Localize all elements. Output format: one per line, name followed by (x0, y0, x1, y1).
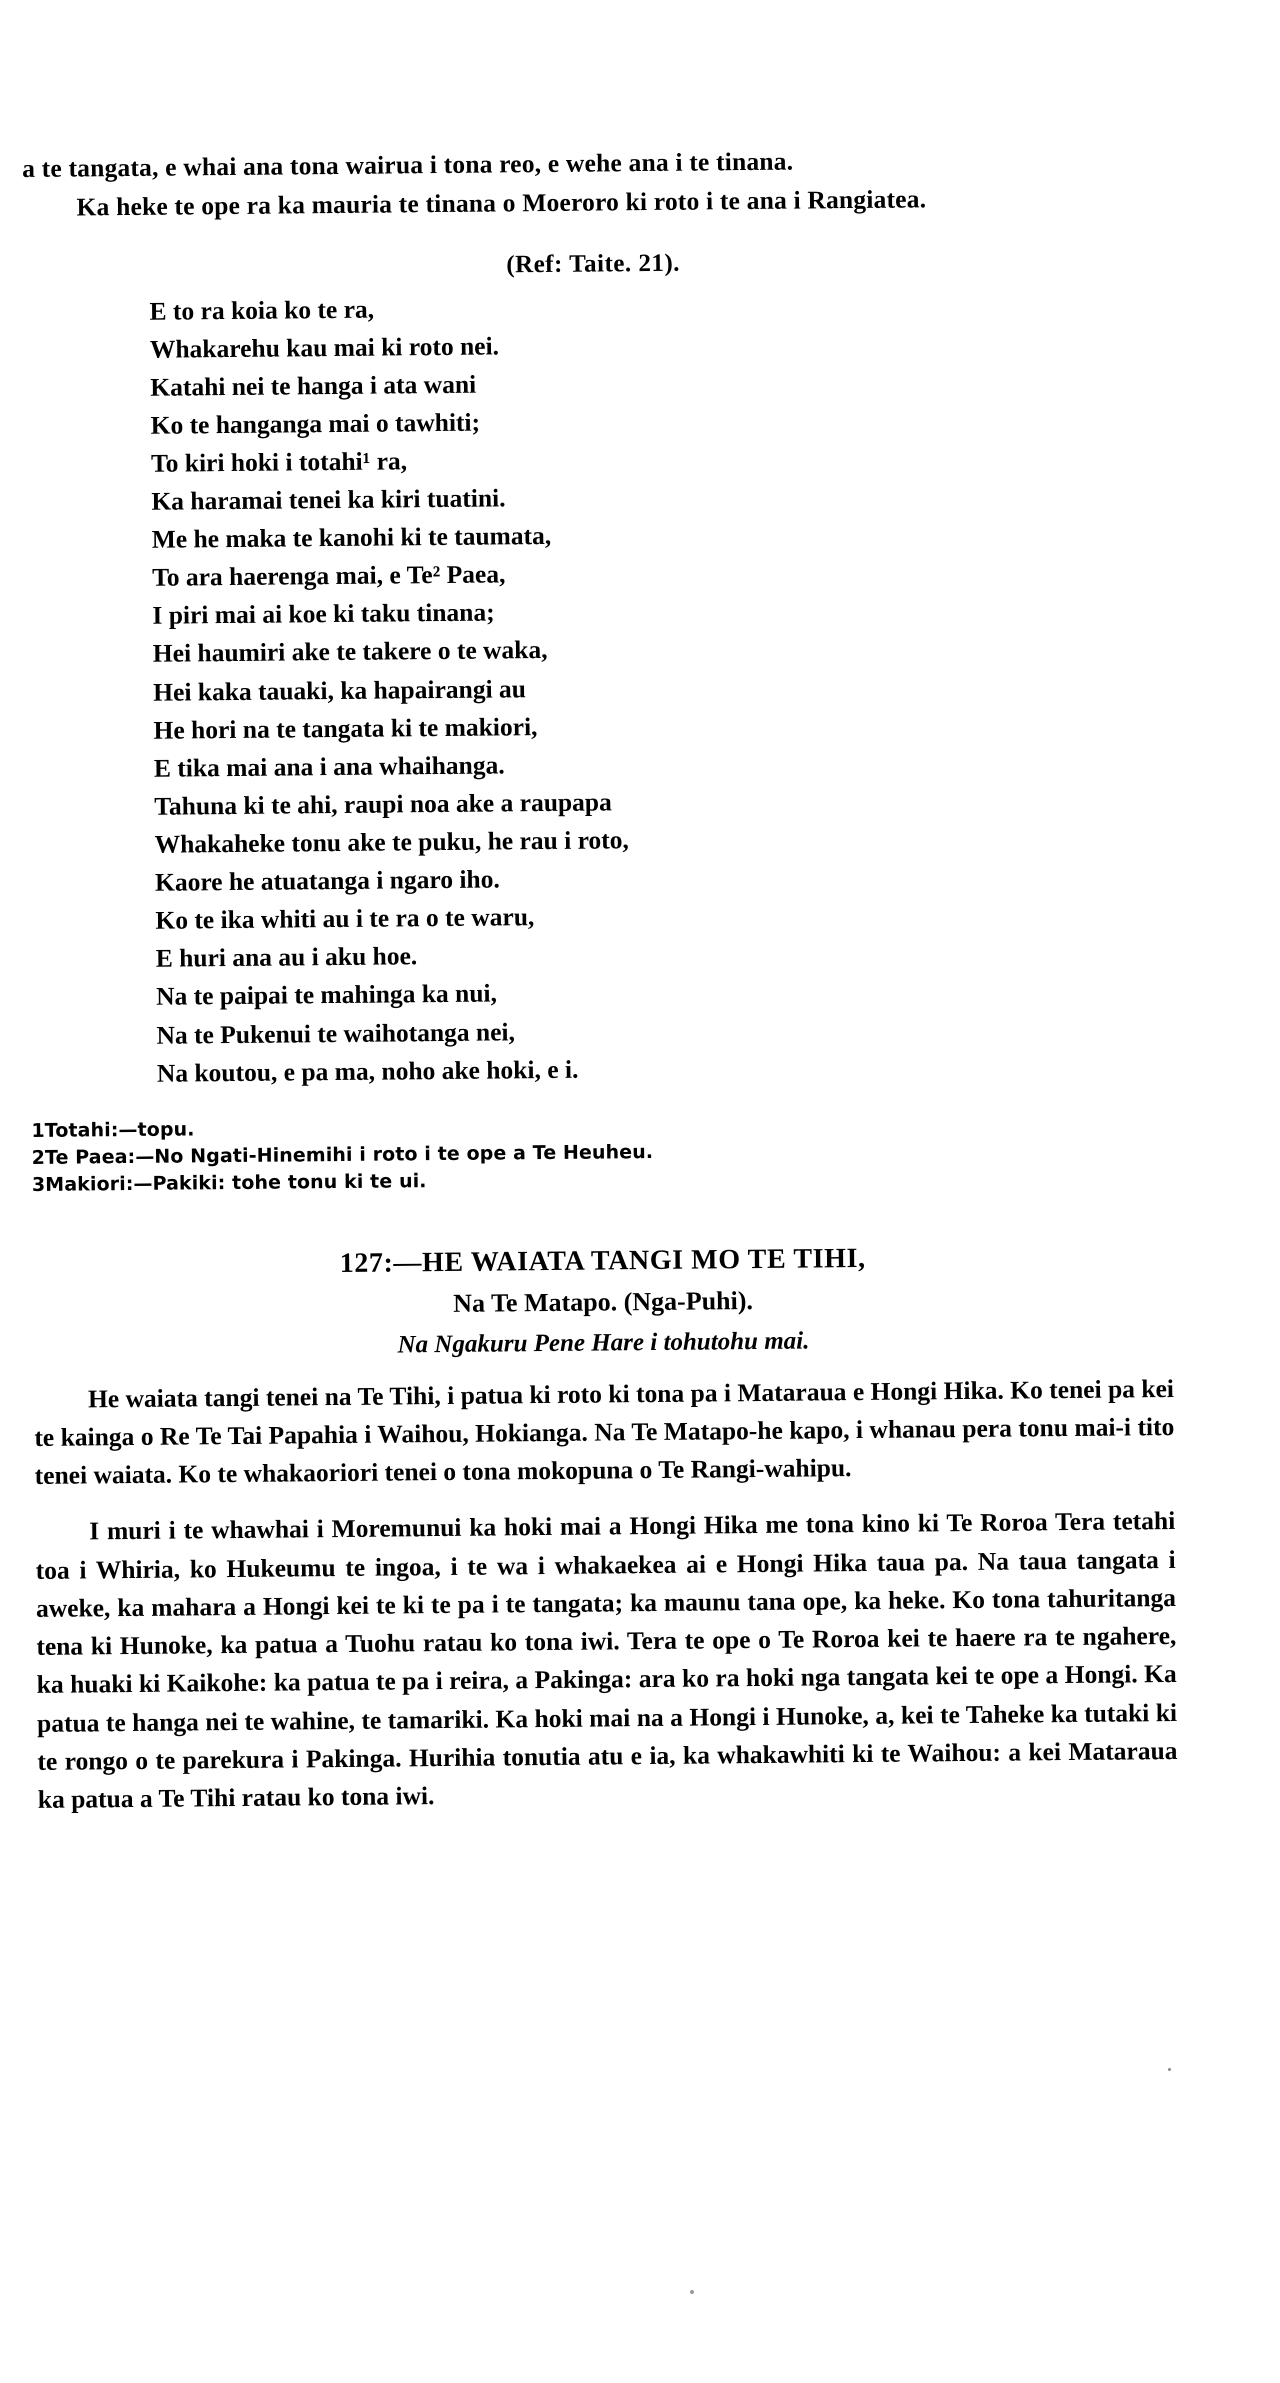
song-subtitle: Na Te Matapo. (Nga-Puhi). (453, 1285, 754, 1318)
intro-paragraph-2: Ka heke te ope ra ka mauria te tinana o Moeroro ki roto i te ana i Rangiatea. (76, 184, 927, 222)
intro-paragraph-1: a te tangata, e whai ana tona wairua i tona reo, e wehe ana i te tinana. (22, 146, 794, 183)
verse-line: Hei haumiri ake te takere o te waka, (152, 635, 548, 669)
verse-line: To ara haerenga mai, e Te² Paea, (151, 559, 506, 593)
verse-line: Whakaheke tonu ake te puku, he rau i roto, (154, 825, 629, 859)
footnote-item: 1Totahi:—topu. (31, 1118, 195, 1142)
verse-line: Hei kaka tauaki, ka hapairangi au (153, 673, 527, 707)
verse-line: Ko te ika whiti au i te ra o te waru, (155, 902, 535, 936)
footnotes (31, 1107, 1172, 1199)
footnote-item: 3Makiori:—Pakiki: tohe tonu ki te ui. (31, 1169, 427, 1196)
verse-line: E tika mai ana i ana whaihanga. (153, 750, 505, 783)
verse-line: Na te Pukenui te waihotanga nei, (156, 1016, 516, 1050)
song-paragraph-2: I muri i te whawhai i Moremunui ka hoki mai a Hongi Hika me tona kino ki Te Roroa Tera tetahi toa i Whiria, ko Hukeumu te ingoa, i te wa i whakaekea ai e Hongi Hika taua pa. Na taua tangata i aweke, ka mahara a Hongi kei te ki te pa i te tangata; ka maunu tana ope, ka heke. Ko tona tahuritanga tena ki Hunoke, ka patua a Tuohu ratau ko tona iwi. Tera te ope o Te Roroa kei te haere ra te ngahere, ka huaki ki Kaikohe: ka patua te pa i reira, a Pakinga: ara ko ra hoki nga tangata kei te ope a Hongi. Ka patua te hanga nei te wahine, te tamariki. Ka hoki mai na a Hongi i Hunoke, a, kei te Taheke ka tutaki ki te rongo o te parekura i Pakinga. Hurihia tonutia atu e ia, ka whakawhiti ki te Waihou: a kei Mataraua ka patua a Te Tihi ratau ko tona iwi. (35, 1506, 1178, 1815)
verse-line: Na te paipai te mahinga ka nui, (155, 978, 498, 1012)
waiata-verse (149, 283, 1171, 1093)
scan-speck (1168, 2068, 1171, 2071)
footnote-item: 2Te Paea:—No Ngati-Hinemihi i roto i te ope a Te Heuheu. (31, 1140, 654, 1169)
verse-line: To kiri hoki i totahi¹ ra, (150, 446, 408, 478)
reference-line: (Ref: Taite. 21). (506, 249, 681, 278)
verse-line: Kaore he atuatanga i ngaro iho. (154, 864, 500, 897)
verse-line: E huri ana au i aku hoe. (155, 941, 418, 974)
verse-line: E to ra koia ko te ra, (149, 294, 375, 326)
song-attribution: Na Ngakuru Pene Hare i tohutohu mai. (397, 1327, 810, 1359)
verse-line: Katahi nei te hanga i ata wani (150, 369, 477, 402)
verse-line: Tahuna ki te ahi, raupi noa ake a raupapa (154, 787, 612, 821)
verse-line: He hori na te tangata ki te makiori, (153, 711, 538, 745)
song-paragraph-1: He waiata tangi tenei na Te Tihi, i patua ki roto ki tona pa i Mataraua e Hongi Hika. Ko tenei pa kei te kainga o Re Te Tai Papahia i Waihou, Hokianga. Na Te Matapo-he kapo, i whanau pera tonu mai-i tito tenei waiata. Ko te whakaoriori tenei o tona mokopuna o Te Rangi-wahipu. (34, 1373, 1175, 1491)
song-title: 127:—HE WAIATA TANGI MO TE TIHI, (339, 1242, 866, 1279)
verse-line: Me he maka te kanohi ki te taumata, (151, 521, 552, 554)
scan-speck (690, 2290, 694, 2294)
text-column (22, 139, 1178, 1819)
verse-line: Whakarehu kau mai ki roto nei. (149, 331, 500, 364)
verse-line: Ko te hanganga mai o tawhiti; (150, 407, 481, 440)
verse-line: I piri mai ai koe ki taku tinana; (152, 597, 495, 631)
verse-line: Na koutou, e pa ma, noho ake hoki, e i. (156, 1054, 579, 1088)
verse-line: Ka haramai tenei ka kiri tuatini. (151, 483, 506, 516)
